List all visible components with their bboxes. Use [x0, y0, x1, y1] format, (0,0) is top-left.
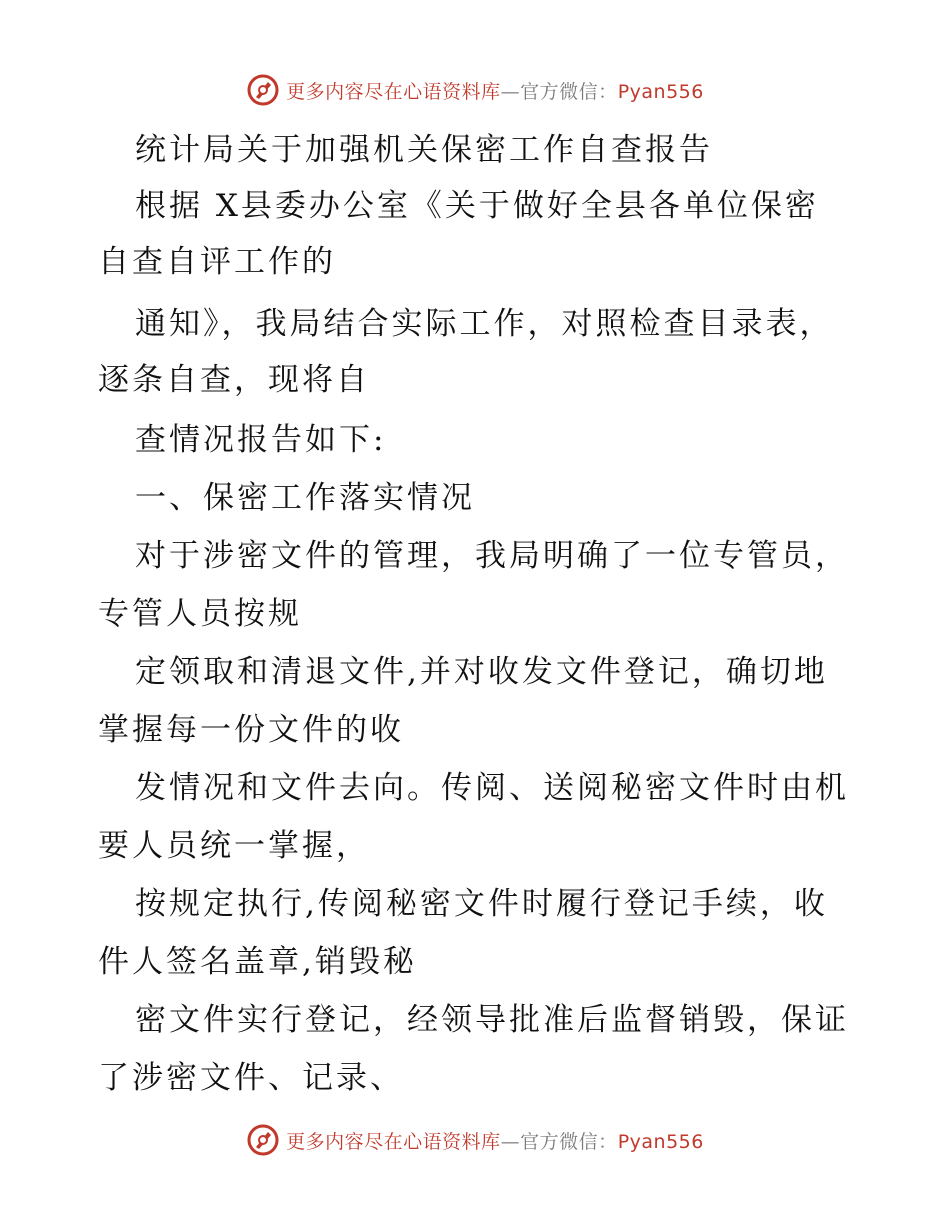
paragraph-line: 掌握每一份文件的收: [98, 712, 404, 748]
paragraph-line: 自查自评工作的: [98, 244, 336, 280]
pen-logo-icon: [246, 1123, 280, 1157]
paragraph-line: 了涉密文件、记录、: [98, 1060, 404, 1096]
paragraph-line: 发情况和文件去向。传阅、送阅秘密文件时由机: [135, 770, 849, 806]
banner-left-text: 更多内容尽在心语资料库: [286, 80, 501, 103]
section-heading: 一、保密工作落实情况: [135, 480, 475, 516]
paragraph-line: 对于涉密文件的管理，我局明确了一位专管员，: [135, 538, 849, 574]
header-banner: [0, 70, 950, 110]
banner-wechat-handle: Pyan556: [617, 80, 704, 103]
paragraph-line: 查情况报告如下:: [135, 422, 387, 458]
document-title: 统计局关于加强机关保密工作自查报告: [135, 132, 713, 168]
banner-wechat-handle: Pyan556: [617, 1130, 704, 1153]
paragraph-line: 专管人员按规: [98, 596, 302, 632]
banner-text: [286, 1127, 704, 1154]
banner-separator: —: [500, 80, 521, 103]
banner-separator: —: [500, 1130, 521, 1153]
banner-left-text: 更多内容尽在心语资料库: [286, 1130, 501, 1153]
paragraph-line: 逐条自查，现将自: [98, 362, 370, 398]
paragraph-line: 按规定执行,传阅秘密文件时履行登记手续，收: [135, 886, 828, 922]
footer-banner: [0, 1120, 950, 1160]
paragraph-line: 件人签名盖章,销毁秘: [98, 944, 417, 980]
banner-text: [286, 77, 704, 104]
paragraph-line: 根据 X县委办公室《关于做好全县各单位保密: [135, 188, 819, 224]
paragraph-line: 通知》，我局结合实际工作，对照检查目录表，: [135, 306, 834, 342]
pen-logo-icon: [246, 73, 280, 107]
paragraph-line: 定领取和清退文件,并对收发文件登记，确切地: [135, 654, 828, 690]
paragraph-line: 要人员统一掌握，: [98, 828, 370, 864]
banner-wechat-label: 官方微信：: [520, 80, 618, 103]
paragraph-line: 密文件实行登记，经领导批准后监督销毁，保证: [135, 1002, 849, 1038]
banner-wechat-label: 官方微信：: [520, 1130, 618, 1153]
